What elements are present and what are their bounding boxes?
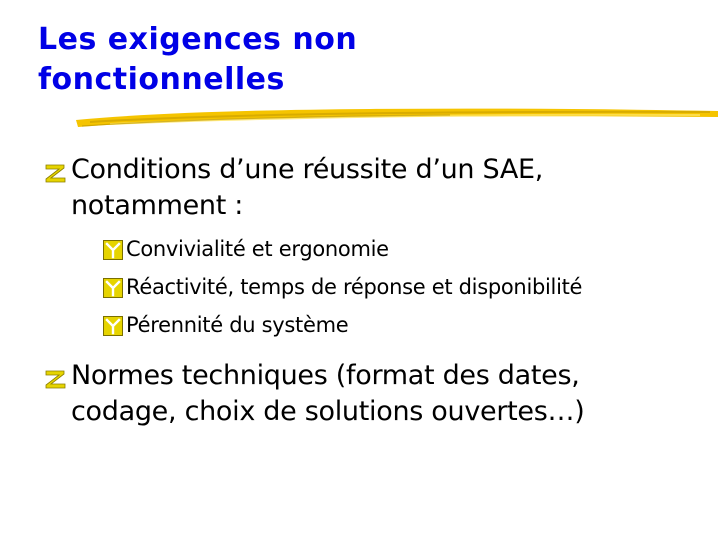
- bullet-text-line-1: Normes techniques (format des dates,: [71, 360, 580, 391]
- y-bullet-icon: [103, 240, 123, 260]
- bullet-list: [44, 152, 704, 444]
- y-bullet-icon: [103, 278, 123, 298]
- list-item: [101, 230, 704, 268]
- bullet-text-line-2: codage, choix de solutions ouvertes…): [71, 396, 585, 427]
- sub-bullet-list: [71, 230, 704, 344]
- bullet-text: [71, 152, 704, 224]
- sub-bullet-text: Réactivité, temps de réponse et disponibilité: [126, 275, 583, 299]
- bullet-text-line-2: notamment :: [71, 190, 244, 221]
- y-bullet-icon: [103, 316, 123, 336]
- sub-bullet-text: Convivialité et ergonomie: [126, 237, 389, 261]
- list-item: [101, 306, 704, 344]
- list-item: [44, 152, 704, 344]
- title-underline-brushstroke: [70, 100, 720, 132]
- bullet-text: [71, 358, 704, 430]
- slide-title-line-1: Les exigences non: [38, 22, 358, 57]
- list-item: [101, 268, 704, 306]
- slide-title: [38, 20, 598, 100]
- z-bullet-icon: [44, 162, 67, 184]
- z-bullet-icon: [44, 368, 67, 390]
- bullet-text-line-1: Conditions d’une réussite d’un SAE,: [71, 154, 544, 185]
- slide-title-line-2: fonctionnelles: [38, 62, 285, 97]
- sub-bullet-text: Pérennité du système: [126, 313, 349, 337]
- list-item: [44, 358, 704, 430]
